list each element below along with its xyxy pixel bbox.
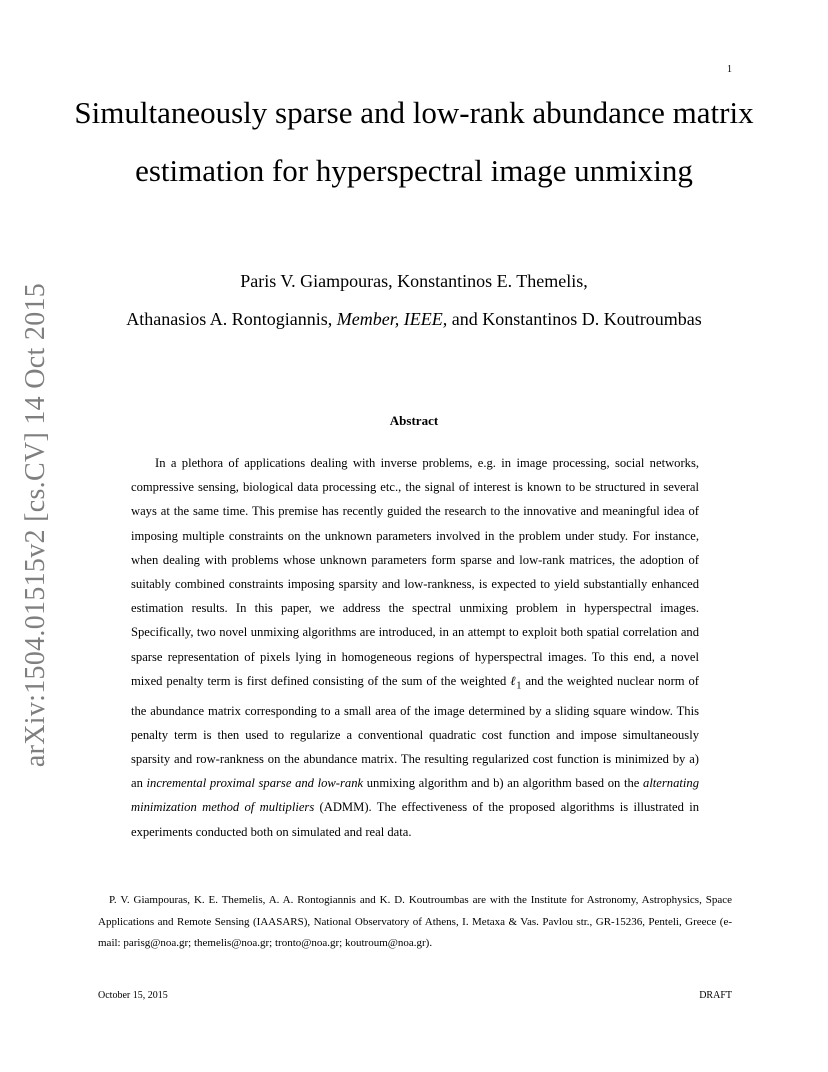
arxiv-identifier-stamp: arXiv:1504.01515v2 [cs.CV] 14 Oct 2015 <box>20 282 51 768</box>
author-line-1: Paris V. Giampouras, Konstantinos E. Themelis, <box>240 271 588 291</box>
page-number: 1 <box>727 64 732 75</box>
author-line-2 <box>70 300 758 338</box>
abstract-heading: Abstract <box>389 413 439 428</box>
author-line-2-end: and Konstantinos D. Koutroumbas <box>447 309 702 329</box>
author-list <box>70 262 758 338</box>
member-ieee-label: Member, IEEE, <box>336 309 448 329</box>
ell-one-symbol: ℓ <box>510 673 517 688</box>
footer-date: October 15, 2015 <box>98 990 168 1001</box>
abstract-part-3: unmixing algorithm and b) an algorithm based on the <box>363 776 644 791</box>
author-affiliation-footnote: P. V. Giampouras, K. E. Themelis, A. A. Rontogiannis and K. D. Koutroumbas are with the Institute for Astronomy, Astrophysics, Space Applications and Remote Sensing (IAASARS), National Observatory of Athens, I. Metaxa & Vas. Pavlou str., GR-15236, Penteli, Greece (e-mail: parisg@noa.gr; themelis@noa.gr; tronto@noa.gr; koutroum@noa.gr). <box>98 894 732 949</box>
ell-one-subscript: 1 <box>516 680 522 692</box>
abstract-emphasis-1: incremental proximal sparse and low-rank <box>146 776 364 791</box>
abstract-part-4: (ADMM). The effectiveness of the proposed algorithms is illustrated in experiments conducted both on simulated and real data. <box>131 800 699 839</box>
abstract-part-2: and the weighted nuclear norm of the abundance matrix corresponding to a small area of the image determined by a sliding square window. This penalty term is then used to regularize a conventional quadratic cost function and impose simultaneously sparsity and row-rankness on the abundance matrix. The resulting regularized cost function is minimized by a) an <box>131 673 699 791</box>
author-line-2-start: Athanasios A. Rontogiannis, <box>126 309 337 329</box>
abstract-part-1: In a plethora of applications dealing with inverse problems, e.g. in image processing, social networks, compressive sensing, biological data processing etc., the signal of interest is known to be structured in several ways at the same time. This premise has recently guided the research to the innovative and meaningful idea of imposing multiple constraints on the unknown parameters involved in the problem under study. For instance, when dealing with problems whose unknown parameters form sparse and low-rank matrices, the adoption of suitably combined constraints imposing sparsity and low-rankness, is expected to yield substantially enhanced estimation results. In this paper, we address the spectral unmixing problem in hyperspectral images. Specifically, two novel unmixing algorithms are introduced, in an attempt to exploit both spatial correlation and sparse representation of pixels lying in homogeneous regions of hyperspectral images. To this end, a novel mixed penalty term is first defined consisting of the sum of the weighted <box>131 456 699 688</box>
footer-draft-label: DRAFT <box>699 990 732 1001</box>
paper-title: Simultaneously sparse and low-rank abundance matrix estimation for hyperspectral image unmixing <box>74 95 754 188</box>
abstract-text <box>131 451 699 844</box>
abstract-emphasis-2: alternating minimization method of multipliers <box>131 776 699 815</box>
